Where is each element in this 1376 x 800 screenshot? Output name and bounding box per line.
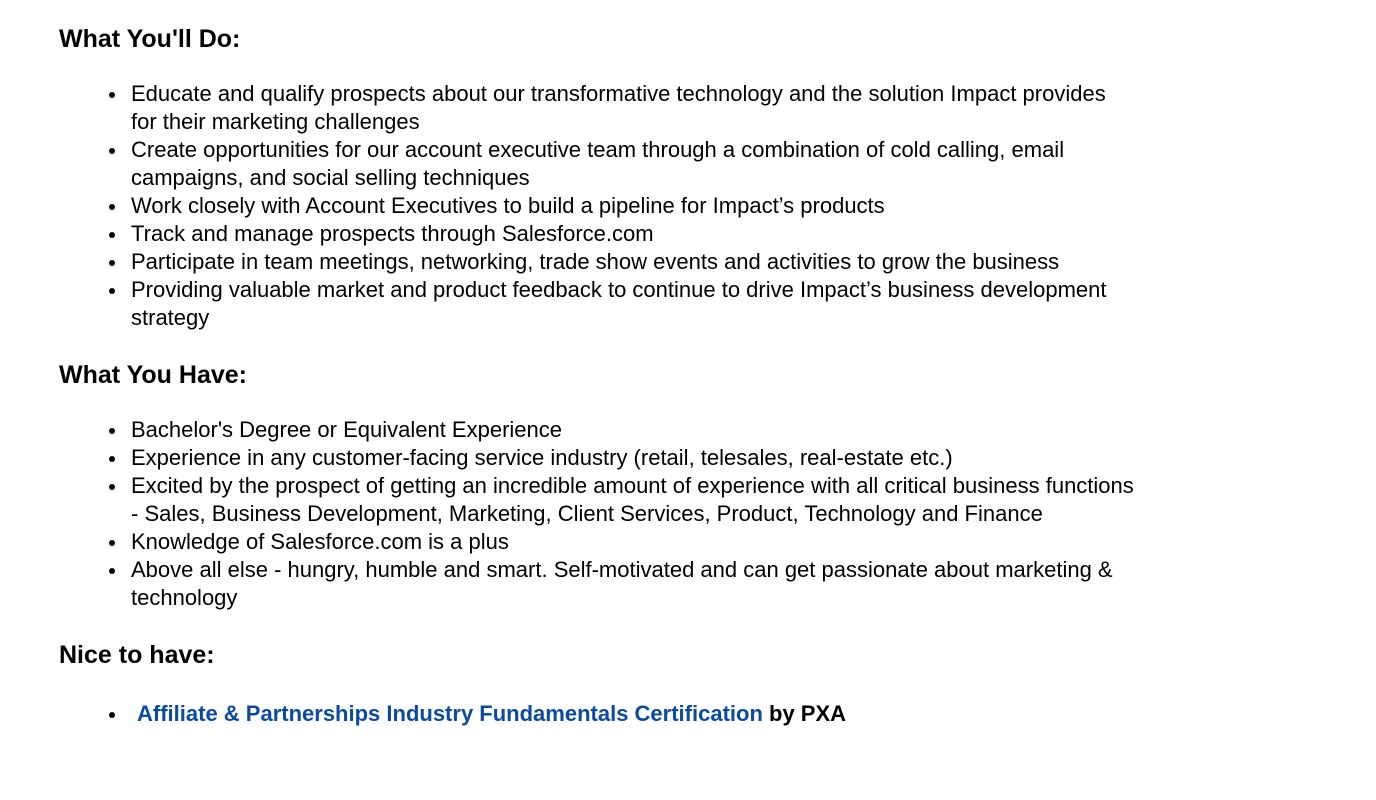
list-item: Providing valuable market and product feedback to continue to drive Impact’s business development strategy (131, 276, 1136, 332)
nice-to-have-list (59, 700, 1376, 728)
list-item: Above all else - hungry, humble and smart. Self-motivated and can get passionate about marketing & technology (131, 556, 1136, 612)
section-heading-what-you-have: What You Have: (59, 361, 247, 389)
list-item: Experience in any customer-facing service industry (retail, telesales, real-estate etc.) (131, 444, 1136, 472)
list-item: Create opportunities for our account executive team through a combination of cold calling, email campaigns, and social selling techniques (131, 136, 1136, 192)
list-item (131, 700, 1136, 728)
list-item: Excited by the prospect of getting an incredible amount of experience with all critical business functions - Sales, Business Development, Marketing, Client Services, Product, Technology and Finance (131, 472, 1136, 528)
certification-link[interactable]: Affiliate & Partnerships Industry Fundamentals Certification (137, 701, 763, 726)
section-heading-what-youll-do: What You'll Do: (59, 25, 241, 53)
what-you-have-list (59, 416, 1376, 612)
section-heading-nice-to-have: Nice to have: (59, 641, 215, 669)
list-item: Knowledge of Salesforce.com is a plus (131, 528, 1136, 556)
what-youll-do-list (59, 80, 1376, 332)
list-item: Participate in team meetings, networking, trade show events and activities to grow the business (131, 248, 1136, 276)
list-item: Bachelor's Degree or Equivalent Experience (131, 416, 1136, 444)
list-item: Work closely with Account Executives to build a pipeline for Impact’s products (131, 192, 1136, 220)
list-item: Track and manage prospects through Salesforce.com (131, 220, 1136, 248)
certification-provider: by PXA (769, 701, 847, 726)
list-item: Educate and qualify prospects about our transformative technology and the solution Impact provides for their marketing challenges (131, 80, 1136, 136)
